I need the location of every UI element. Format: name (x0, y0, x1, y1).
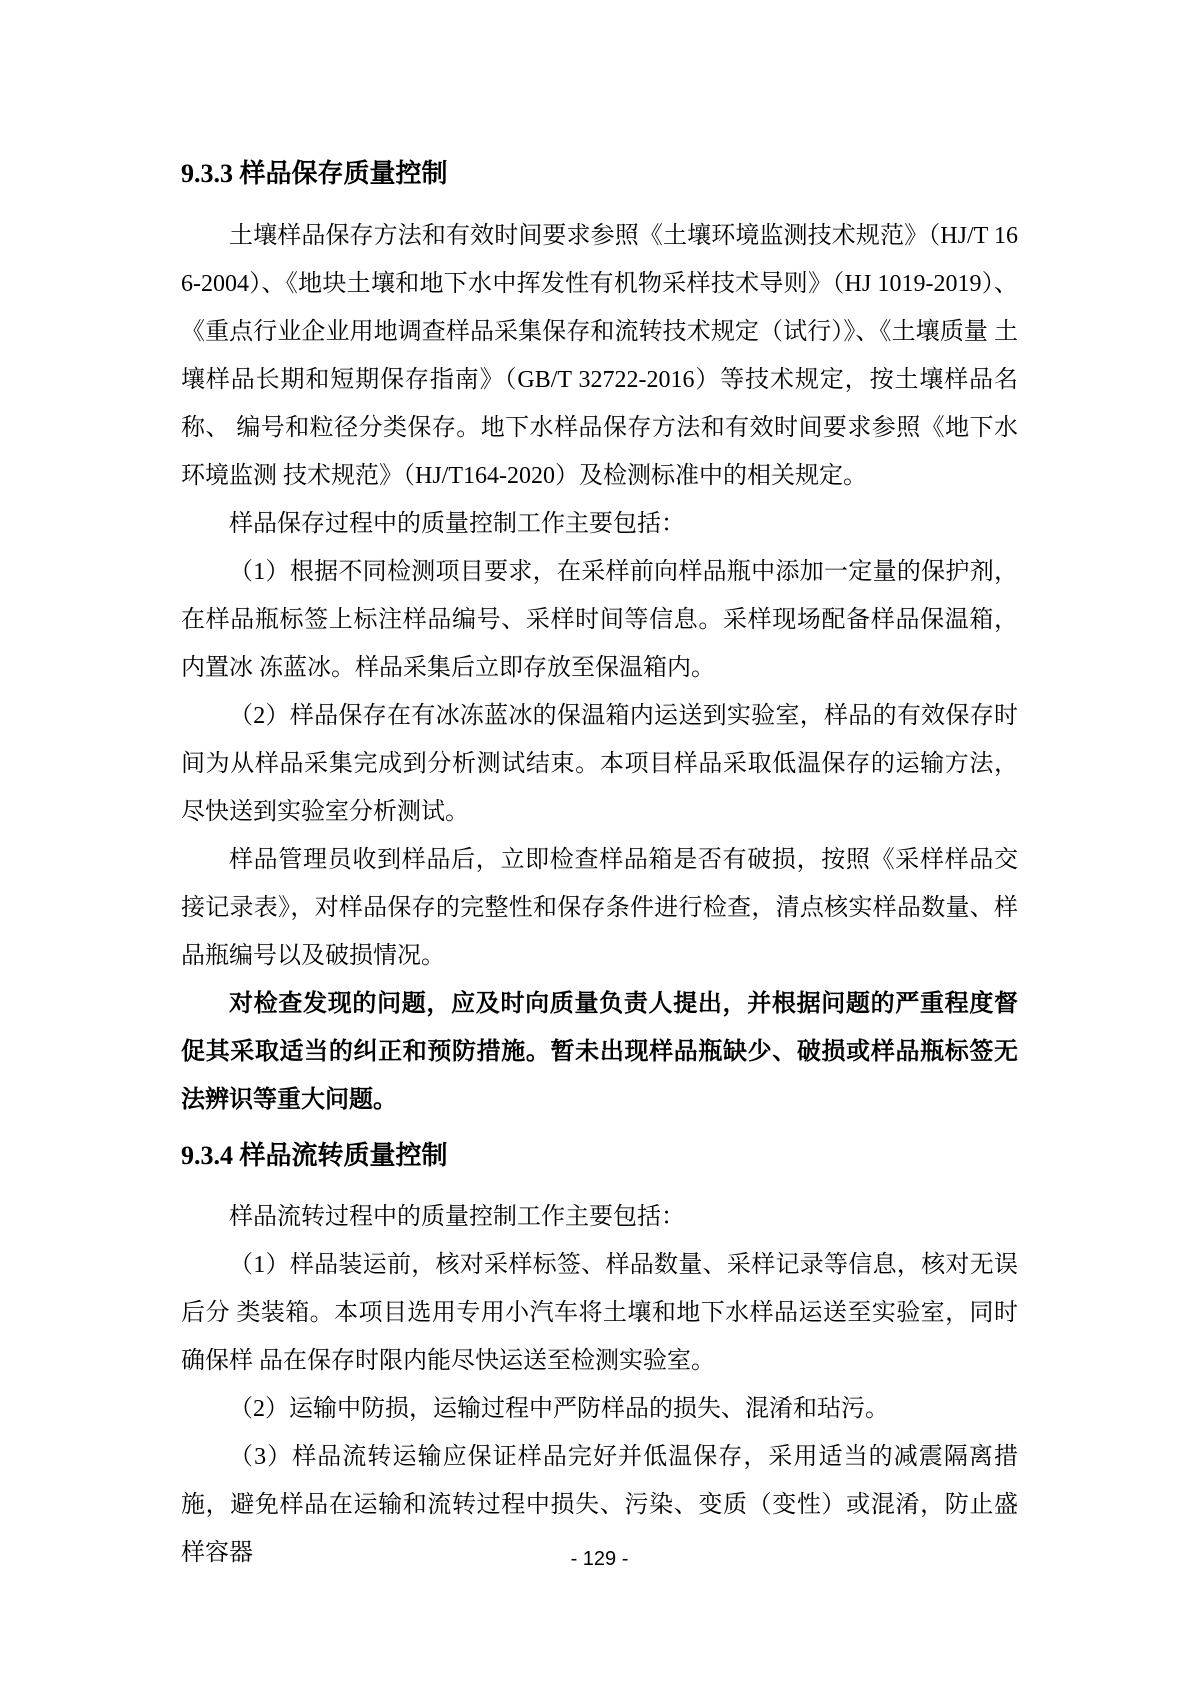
paragraph-transfer-item-3: （3）样品流转运输应保证样品完好并低温保存，采用适当的减震隔离措施，避免样品在运输和流转过程中损失、污染、变质（变性）或混淆，防止盛样容器 (181, 1444, 1018, 1566)
paragraph-transfer-item-1: （1）样品装运前，核对采样标签、样品数量、采样记录等信息，核对无误后分 类装箱。本项目选用专用小汽车将土壤和地下水样品运送至实验室，同时确保样 品在保存时限内能尽快运送至检测实验室。 (181, 1252, 1018, 1374)
paragraph-transfer-item-2: （2）运输中防损，运输过程中严防样品的损失、混淆和玷污。 (229, 1396, 889, 1422)
paragraph-preservation-item-1: （1）根据不同检测项目要求，在采样前向样品瓶中添加一定量的保护剂，在样品瓶标签上标注样品编号、采样时间等信息。采样现场配备样品保温箱，内置冰 冻蓝冰。样品采集后立即存放至保温箱内。 (181, 559, 1018, 681)
paragraph-transfer-qc-intro: 样品流转过程中的质量控制工作主要包括： (229, 1204, 685, 1230)
paragraph-sample-manager-check: 样品管理员收到样品后，立即检查样品箱是否有破损，按照《采样样品交接记录表》，对样品保存的完整性和保存条件进行检查，清点核实样品数量、样品瓶编号以及破损情况。 (181, 847, 1018, 969)
paragraph-preservation-item-2: （2）样品保存在有冰冻蓝冰的保温箱内运送到实验室，样品的有效保存时间为从样品采集完成到分析测试结束。本项目样品采取低温保存的运输方法，尽快送到实验室分析测试。 (181, 703, 1018, 825)
section-heading-9-3-4: 9.3.4 样品流转质量控制 (181, 1141, 448, 1170)
page-number: - 129 - (570, 1548, 629, 1570)
paragraph-preservation-qc-intro: 样品保存过程中的质量控制工作主要包括： (229, 511, 685, 537)
section-heading-9-3-3: 9.3.3 样品保存质量控制 (181, 159, 448, 188)
paragraph-problem-handling-bold: 对检查发现的问题，应及时向质量负责人提出，并根据问题的严重程度督促其采取适当的纠正和预防措施。暂未出现样品瓶缺少、破损或样品瓶标签无法辨识等重大问题。 (181, 991, 1018, 1113)
page-body (181, 150, 1018, 1577)
paragraph-preservation-standards: 土壤样品保存方法和有效时间要求参照《土壤环境监测技术规范》（HJ/T 166-2004）、《地块土壤和地下水中挥发性有机物采样技术导则》（HJ 1019-2019）、《重点行业企业用地调查样品采集保存和流转技术规定（试行）》、《土壤质量 土壤样品长期和短期保存指南》（GB/T 32722-2016）等技术规定，按土壤样品名称、 编号和粒径分类保存。地下水样品保存方法和有效时间要求参照《地下水环境监测 技术规范》（HJ/T164-2020）及检测标准中的相关规定。 (181, 223, 1018, 489)
